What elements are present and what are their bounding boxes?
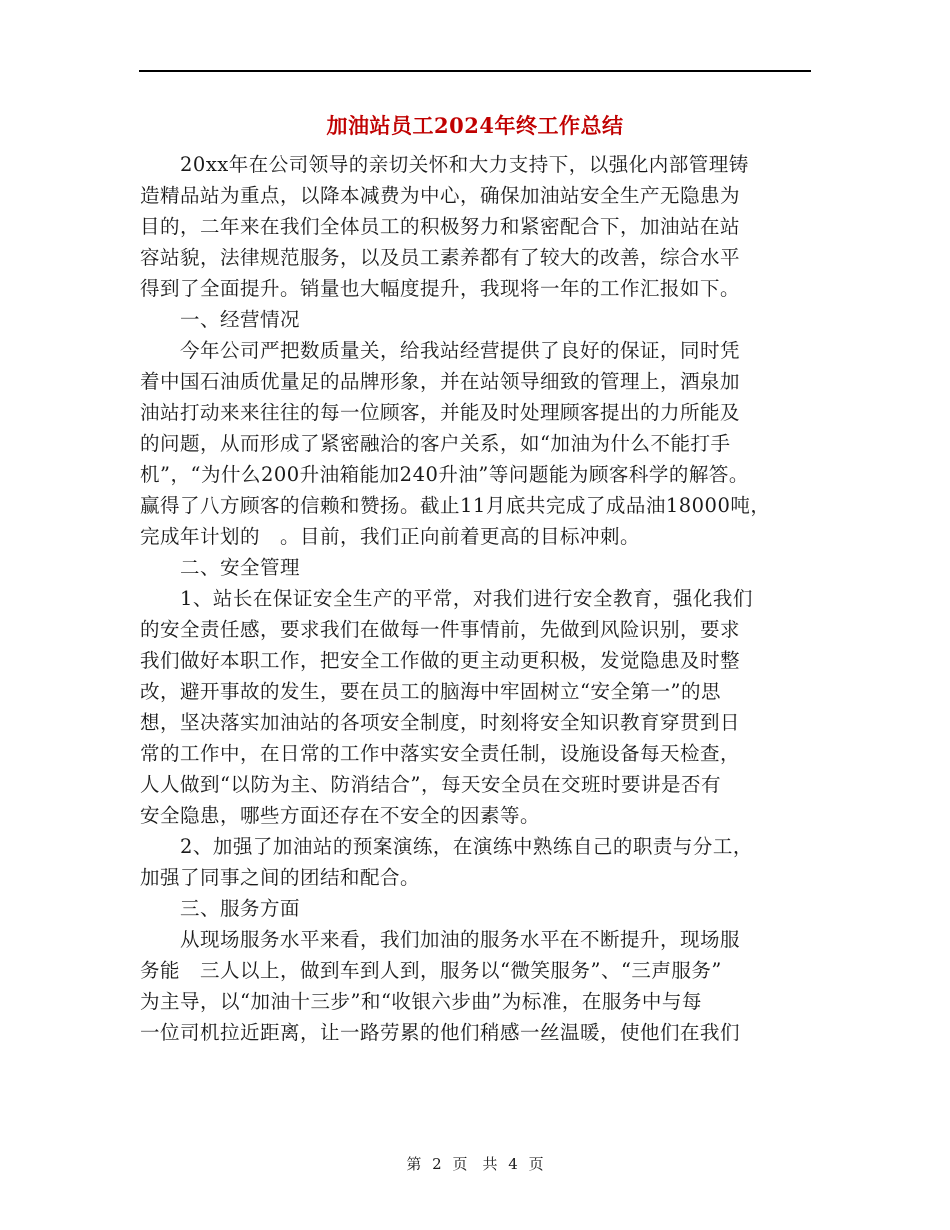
body-line: 人人做到“以防为主、防消结合”，每天安全员在交班时要讲是否有: [140, 773, 721, 796]
current-page-number: 2: [432, 1155, 442, 1173]
body-line: 今年公司严把数质量关，给我站经营提供了良好的保证，同时凭: [140, 339, 741, 362]
body-line: 改，避开事故的发生，要在员工的脑海中牢固树立“安全第一”的思: [140, 680, 721, 703]
section-heading: 三、服务方面: [140, 897, 301, 920]
body-line: 着中国石油质优量足的品牌形象，并在站领导细致的管理上，酒泉加: [140, 370, 741, 393]
document-title: 加油站员工2024年终工作总结: [326, 113, 624, 138]
body-line: 造精品站为重点，以降本减费为中心，确保加油站安全生产无隐患为: [140, 184, 741, 207]
body-line: 目的，二年来在我们全体员工的积极努力和紧密配合下，加油站在站: [140, 215, 741, 238]
body-line: 1、站长在保证安全生产的平常，对我们进行安全教育，强化我们: [140, 587, 753, 610]
body-line: 一位司机拉近距离，让一路劳累的他们稍感一丝温暖，使他们在我们: [140, 1021, 741, 1044]
body-line: 为主导，以“加油十三步”和“收银六步曲”为标准，在服务中与每: [140, 990, 702, 1013]
body-line: 2、加强了加油站的预案演练，在演练中熟练自己的职责与分工，: [140, 835, 753, 858]
body-line: 机”，“为什么200升油箱能加240升油”等问题能为顾客科学的解答。: [140, 463, 749, 486]
body-line: 完成年计划的 。目前，我们正向前着更高的目标冲刺。: [140, 525, 641, 548]
body-line: 的安全责任感，要求我们在做每一件事情前，先做到风险识别，要求: [140, 618, 741, 641]
body-line: 的问题，从而形成了紧密融洽的客户关系，如“加油为什么不能打手: [140, 432, 731, 455]
page-footer: [0, 1153, 950, 1175]
body-line: 20xx年在公司领导的亲切关怀和大力支持下，以强化内部管理铸: [140, 153, 749, 176]
body-line: 油站打动来来往往的每一位顾客，并能及时处理顾客提出的力所能及: [140, 401, 741, 424]
page-label-prefix: 第: [406, 1155, 422, 1173]
total-pages-number: 4: [508, 1155, 518, 1173]
page-label-mid: 页 共: [452, 1155, 498, 1173]
section-heading: 一、经营情况: [140, 308, 301, 331]
body-line: 从现场服务水平来看，我们加油的服务水平在不断提升，现场服: [140, 928, 741, 951]
body-line: 务能 三人以上，做到车到人到，服务以“微笑服务”、“三声服务”: [140, 959, 722, 982]
section-heading: 二、安全管理: [140, 556, 301, 579]
body-line: 常的工作中，在日常的工作中落实安全责任制，设施设备每天检查，: [140, 742, 741, 765]
body-line: 赢得了八方顾客的信赖和赞扬。截止11月底共完成了成品油18000吨，: [140, 494, 771, 517]
body-line: 容站貌，法律规范服务，以及员工素养都有了较大的改善，综合水平: [140, 246, 741, 269]
body-line: 得到了全面提升。销量也大幅度提升，我现将一年的工作汇报如下。: [140, 277, 741, 300]
header-rule: [139, 70, 811, 72]
body-line: 安全隐患，哪些方面还存在不安全的因素等。: [140, 804, 541, 827]
body-line: 想，坚决落实加油站的各项安全制度，时刻将安全知识教育穿贯到日: [140, 711, 741, 734]
body-line: 我们做好本职工作，把安全工作做的更主动更积极，发觉隐患及时整: [140, 649, 741, 672]
page-label-suffix: 页: [528, 1155, 544, 1173]
body-line: 加强了同事之间的团结和配合。: [140, 866, 421, 889]
